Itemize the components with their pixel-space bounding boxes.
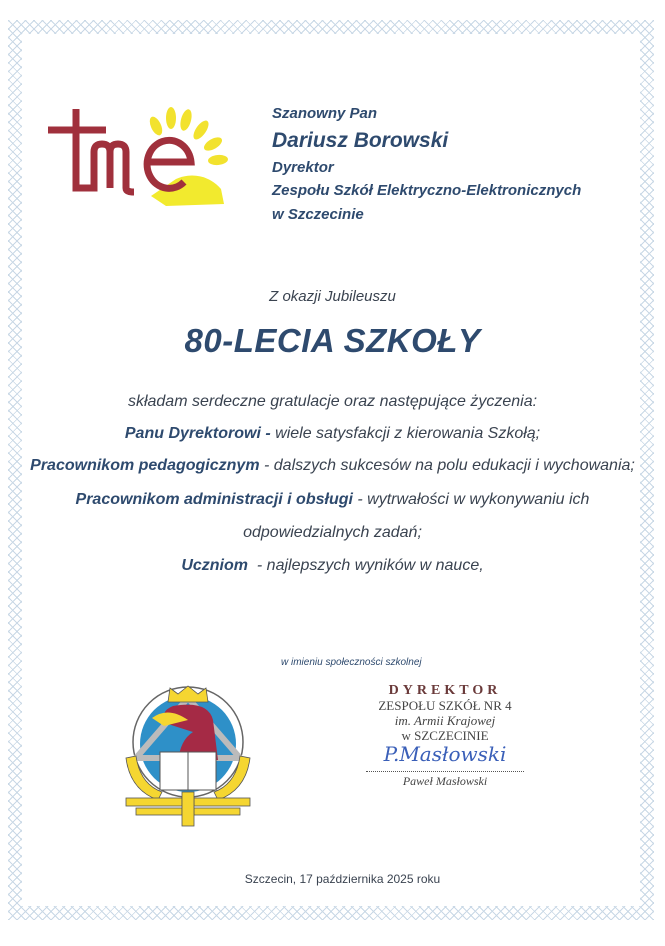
signer-name: Paweł Masłowski <box>402 774 488 788</box>
tme-logo <box>46 104 236 214</box>
wish-line: Pracownikom administracji i obsługi - wytrwałości w wykonywaniu ich <box>75 491 590 508</box>
salutation: Szanowny Pan <box>272 105 378 122</box>
wish-line: Panu Dyrektorowi - wiele satysfakcji z kierowania Szkołą; <box>124 425 541 442</box>
director-stamp: DYREKTOR ZESPOŁU SZKÓŁ NR 4 im. Armii Krajowej w SZCZECINIE P.Masłowski Paweł Masłowski <box>360 683 530 789</box>
wish-line: odpowiedzialnych zadań; <box>243 524 422 541</box>
school-emblem <box>118 680 258 828</box>
svg-text:tme: tme <box>46 104 48 105</box>
jubilee-title: 80-LECIA SZKOŁY <box>184 322 481 359</box>
wish-line: Uczniom - najlepszych wyników w nauce, <box>181 557 484 574</box>
wish-line: Pracownikom pedagogicznym - dalszych sukcesów na polu edukacji i wychowania; <box>30 457 635 474</box>
addressee-name: Dariusz Borowski <box>272 129 449 152</box>
on-behalf-note: w imieniu społeczności szkolnej <box>281 657 422 668</box>
addressee-city: w Szczecinie <box>272 206 364 223</box>
handwritten-signature: P.Masłowski <box>383 742 507 766</box>
date-line: Szczecin, 17 października 2025 roku <box>244 872 441 886</box>
addressee-position: Dyrektor <box>272 159 334 176</box>
addressee-school: Zespołu Szkół Elektryczno-Elektronicznych <box>272 182 582 199</box>
intro: składam serdeczne gratulacje oraz następujące życzenia: <box>127 393 538 410</box>
occasion: Z okazji Jubileuszu <box>269 288 396 305</box>
